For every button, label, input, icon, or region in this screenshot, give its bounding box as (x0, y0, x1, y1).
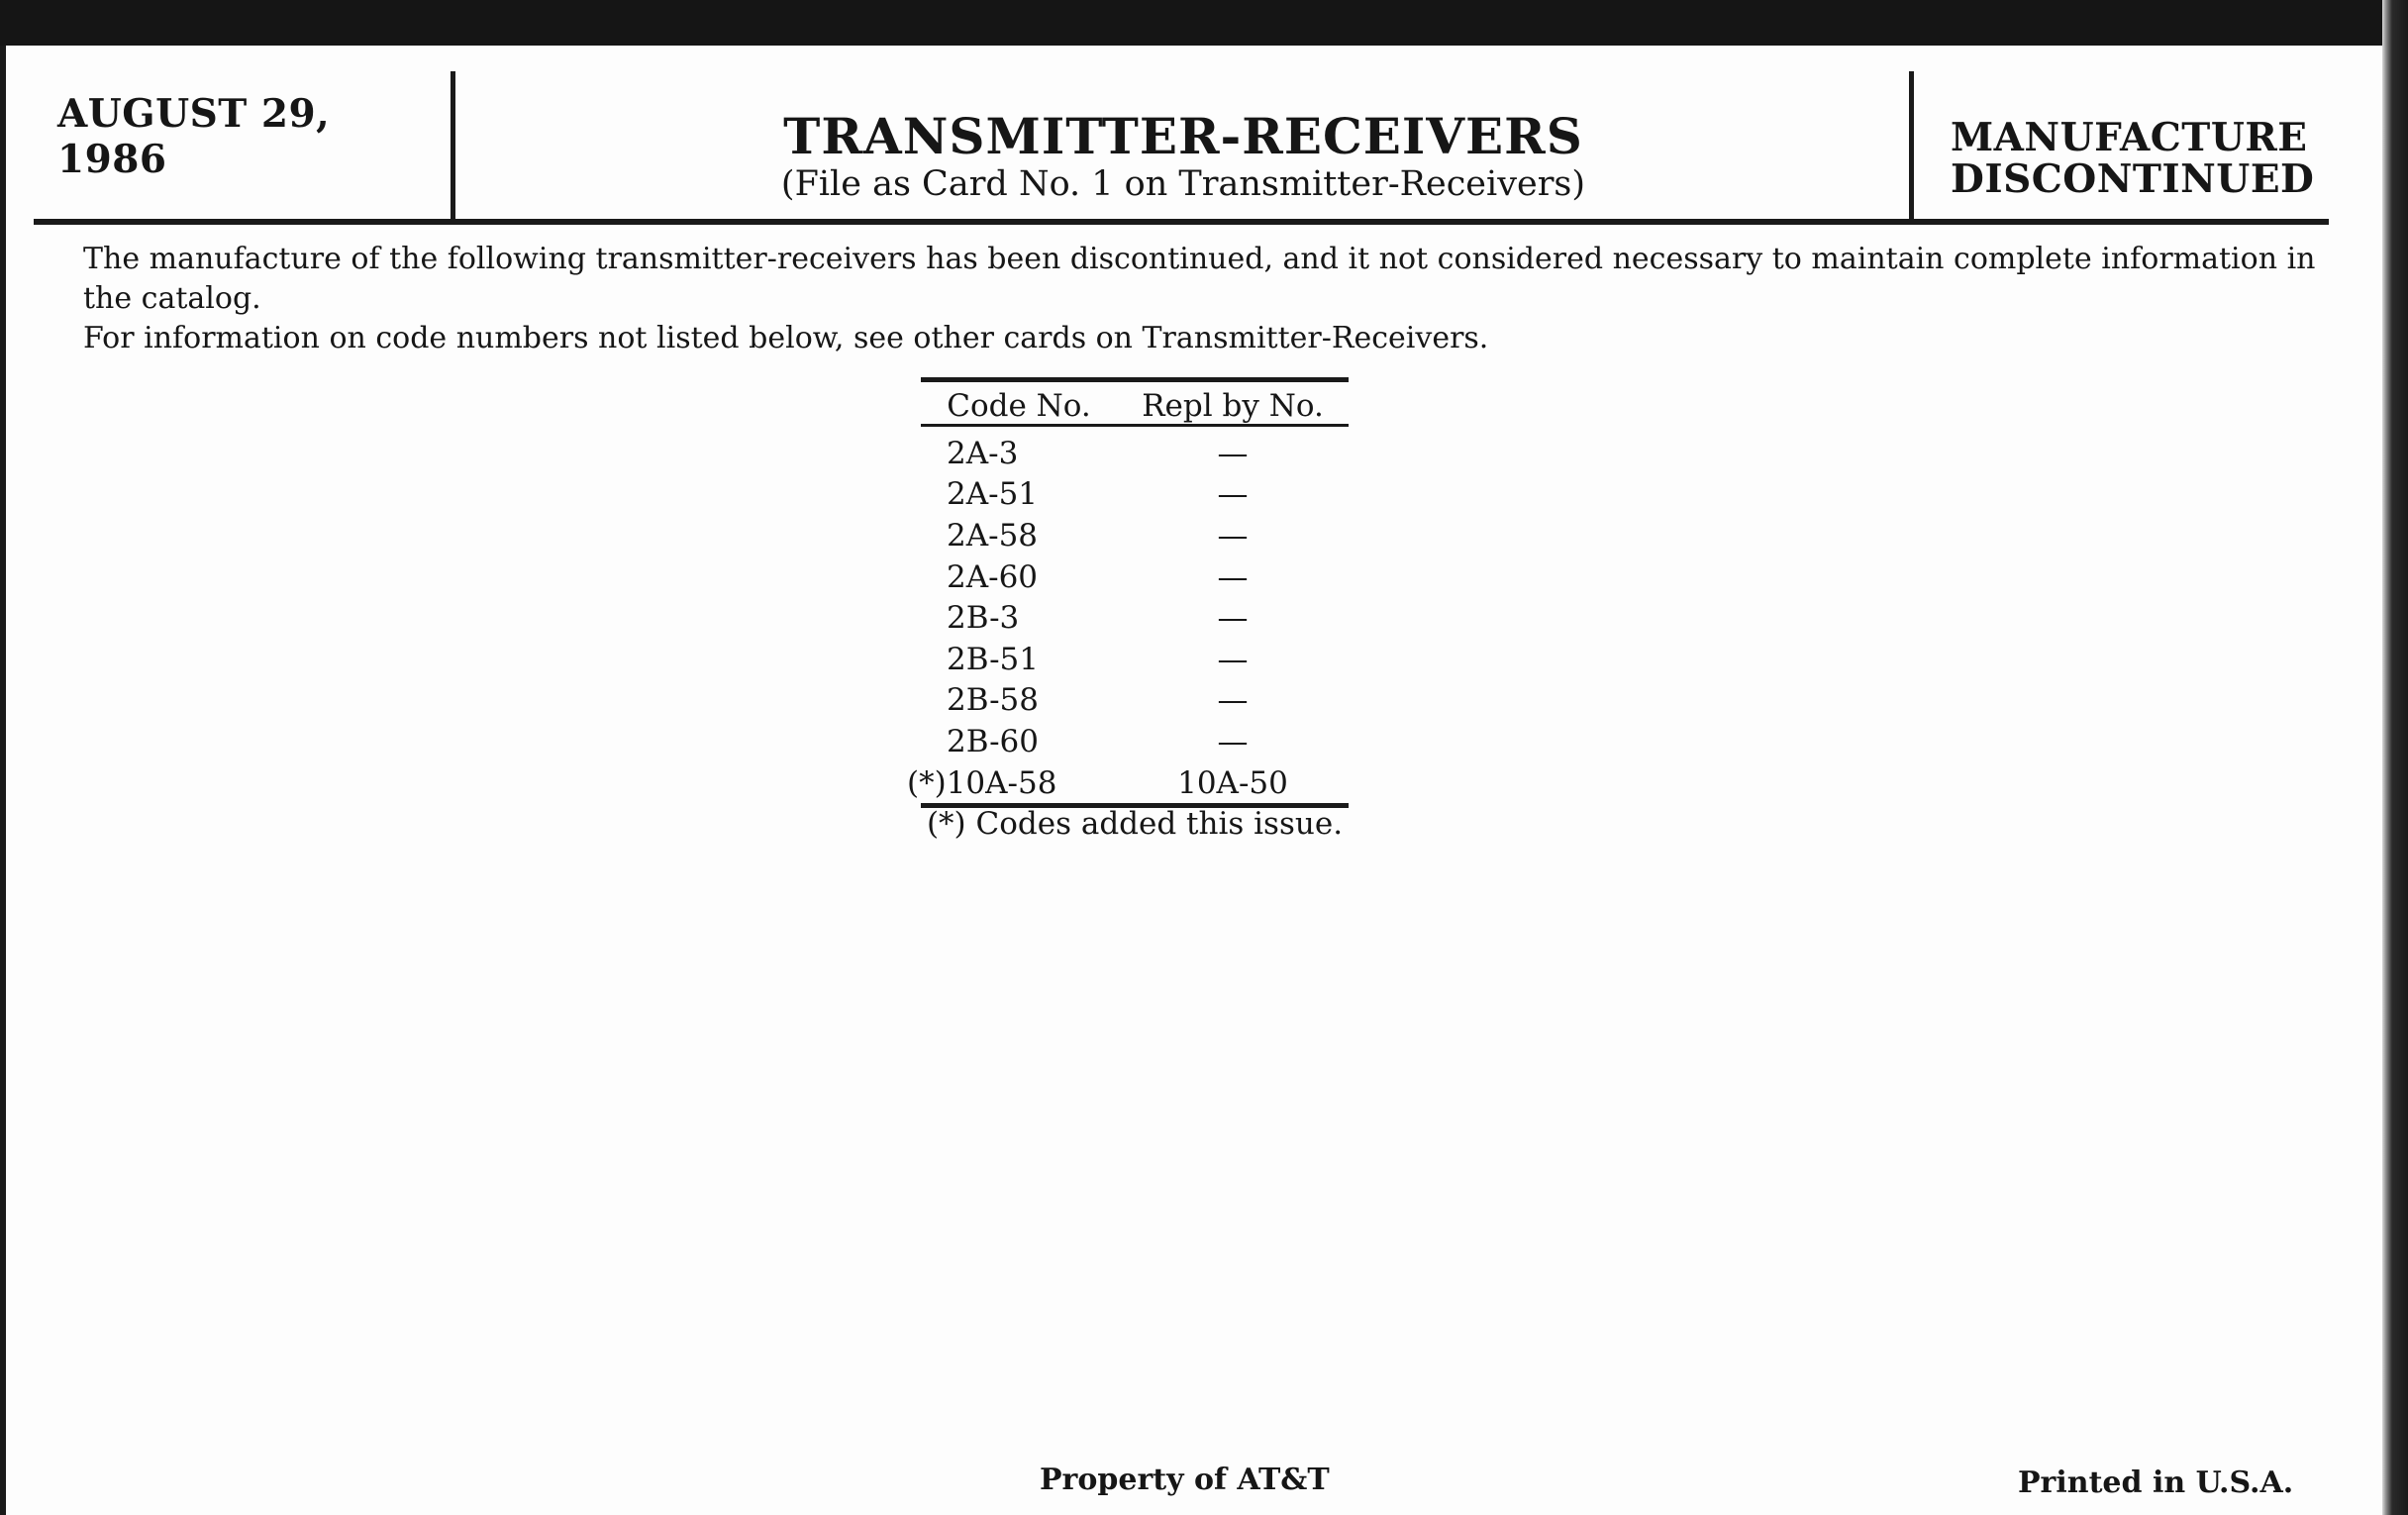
table-row (921, 721, 1349, 762)
replacement-cell: — (1217, 641, 1249, 677)
table-row (921, 515, 1349, 556)
code-cell: 2A-3 (947, 435, 1019, 471)
header-divider-right (1909, 71, 1914, 220)
footer-printed: Printed in U.S.A. (2018, 1465, 2294, 1500)
table-row (921, 680, 1349, 722)
code-cell: 2A-51 (947, 476, 1039, 513)
header-divider-left (451, 71, 455, 220)
table-row (921, 556, 1349, 598)
replacement-cell: — (1217, 723, 1249, 759)
table-row (921, 474, 1349, 516)
table-row (921, 433, 1349, 474)
table-footnote: (*) Codes added this issue. (926, 806, 1344, 842)
table-header-row (921, 382, 1349, 424)
code-cell: 2B-60 (947, 723, 1039, 759)
replacement-cell: — (1217, 682, 1249, 719)
table-row (921, 597, 1349, 639)
code-cell: 2B-51 (947, 641, 1039, 677)
intro-line-2: For information on code numbers not listed below, see other cards on Transmitter-Receivers. (83, 321, 1489, 355)
replacement-cell: — (1217, 600, 1249, 637)
scan-top-border (0, 0, 2408, 46)
replacement-cell: 10A-50 (1177, 764, 1288, 801)
status-line-1: MANUFACTURE (1951, 115, 2308, 160)
intro-paragraph (83, 240, 2331, 358)
status-line-2: DISCONTINUED (1951, 156, 2315, 202)
intro-line-1: The manufacture of the following transmitter-receivers has been discontinued, and it not considered necessary to maintain complete information in the catalog. (83, 242, 2316, 316)
page-subtitle: (File as Card No. 1 on Transmitter-Receivers) (780, 164, 1586, 204)
column-header-replacement: Repl by No. (1142, 388, 1324, 424)
status-label (1951, 115, 2315, 202)
table-row (921, 639, 1349, 680)
page-title: TRANSMITTER-RECEIVERS (783, 107, 1583, 165)
scan-right-border (2382, 0, 2408, 1515)
title-block (465, 109, 1901, 204)
code-cell: 2B-58 (947, 682, 1039, 719)
issue-date: AUGUST 29, 1986 (57, 91, 331, 182)
replacement-cell: — (1217, 476, 1249, 513)
code-cell: 2A-60 (947, 558, 1039, 595)
code-table (907, 377, 1349, 808)
replacement-cell: — (1217, 435, 1249, 471)
replacement-cell: — (1217, 558, 1249, 595)
code-cell: 2A-58 (947, 517, 1039, 554)
table-row (907, 762, 1349, 804)
header-rule (34, 219, 2329, 225)
replacement-cell: — (1217, 517, 1249, 554)
code-cell: (*)10A-58 (907, 764, 1057, 801)
column-header-code: Code No. (947, 388, 1091, 424)
footer-property: Property of AT&T (1040, 1463, 1330, 1497)
code-cell: 2B-3 (947, 600, 1020, 637)
